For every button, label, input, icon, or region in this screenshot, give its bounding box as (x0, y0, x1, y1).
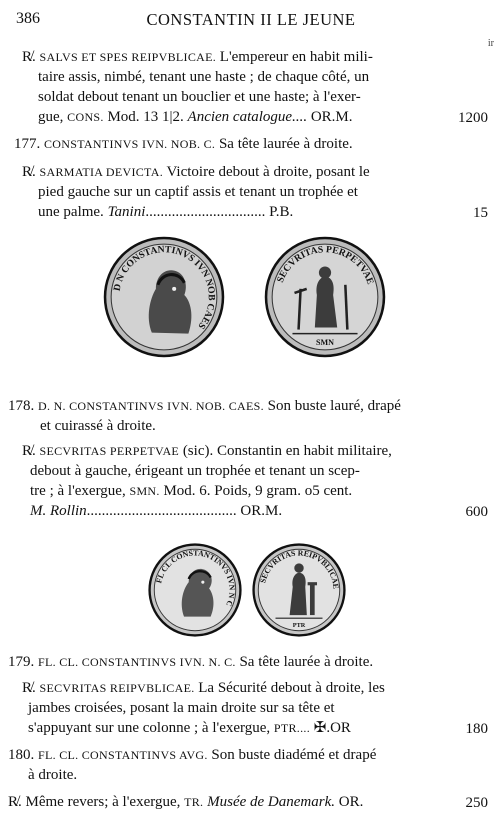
description-text: Sa tête laurée à droite. (215, 136, 353, 152)
page-number: 386 (16, 10, 40, 27)
coin-reverse-securitas-image (252, 543, 346, 637)
entry-line (28, 719, 351, 737)
entry-line (38, 183, 358, 201)
reverse-mark: R̸. (22, 49, 36, 65)
legend-text: SECVRITAS REIPVBLICAE. (39, 681, 195, 695)
description-text: Son buste diadémé et drapé (207, 747, 377, 763)
reverse-mark: R̸. (8, 794, 22, 810)
entry-line (8, 746, 376, 764)
price: 15 (473, 205, 488, 221)
legend-text: CONSTANTINVS IVN. NOB. C. (44, 137, 216, 151)
description-text: gue, (38, 109, 68, 125)
reverse-mark: R̸. (22, 164, 36, 180)
entry-line (38, 203, 293, 221)
exergue-mark: SMN. (129, 484, 160, 498)
entry-line (22, 442, 392, 460)
price: 600 (465, 504, 488, 520)
coin-reverse-emperor-image (264, 236, 386, 358)
coin-legend-text: SECVRITAS REIPVBLICAE (258, 548, 341, 590)
price: 1200 (458, 110, 488, 126)
description-text: Mod. 6. Poids, 9 gram. o5 cent. (159, 483, 353, 499)
entry-line (30, 502, 282, 520)
entry-number: 178. (8, 398, 35, 414)
exergue-mark: TR. (184, 795, 204, 809)
description-text: debout à gauche, érigeant un trophée et tenant un scep- (30, 463, 360, 479)
coin-obverse-bust-image (103, 236, 225, 358)
legend-text: SECVRITAS PERPETVAE (39, 444, 180, 458)
coin-exergue-text: SMN (315, 337, 335, 347)
description-text: pied gauche sur un captif assis et tenant un trophée et (38, 184, 358, 200)
description-text: (sic). Constantin en habit militaire, (179, 443, 392, 459)
entry-line (30, 462, 360, 480)
coin-legend-text: FL CL CONSTANTINVS IVN N C (154, 548, 237, 608)
description-text: La Sécurité debout à droite, les (194, 680, 385, 696)
reverse-mark: R̸. (22, 443, 36, 459)
price: 250 (465, 795, 488, 811)
running-title: CONSTANTIN II LE JEUNE (146, 10, 356, 29)
description-text: jambes croisées, posant la main droite sur sa tête et (28, 700, 335, 716)
entry-line (22, 48, 373, 66)
description-text: Son buste lauré, drapé (263, 398, 401, 414)
entry-line (8, 793, 363, 811)
entry-number: 177. (14, 136, 41, 152)
entry-line (22, 679, 385, 697)
description-text: s'appuyant sur une colonne ; à l'exergue, (28, 720, 274, 736)
source-reference: Musée de Danemark. (203, 794, 335, 810)
edge-mark: ir (487, 38, 494, 49)
exergue-mark: CONS. (67, 110, 104, 124)
description-text: à droite. (28, 767, 78, 783)
entry-number: 179. (8, 654, 35, 670)
entry-line (38, 108, 353, 126)
entry-line (8, 397, 401, 415)
metal-grade: ✠.OR (310, 720, 351, 736)
description-text: Sa tête laurée à droite. (235, 654, 374, 670)
description-text: tre ; à l'exergue, (30, 483, 130, 499)
legend-text: FL. CL. CONSTANTINVS IVN. N. C. (38, 655, 236, 669)
entry-line (30, 482, 352, 500)
page-header (16, 10, 486, 32)
legend-text: D. N. CONSTANTINVS IVN. NOB. CAES. (38, 399, 264, 413)
description-text: soldat debout tenant un bouclier et une haste; à l'exer- (38, 89, 361, 105)
entry-line (22, 163, 370, 181)
legend-text: SARMATIA DEVICTA. (39, 165, 163, 179)
coin-legend-text: SECVRITAS PERPETVAE (274, 244, 376, 287)
description-text: taire assis, nimbé, tenant une haste ; de chaque côté, un (38, 69, 370, 85)
description-text: Victoire debout à droite, posant le (163, 164, 370, 180)
metal-grade: OR. (334, 794, 364, 810)
entry-number: 180. (8, 747, 35, 763)
entry-line (28, 699, 335, 717)
source-reference: Tanini (107, 204, 146, 220)
legend-text: FL. CL. CONSTANTINVS AVG. (38, 748, 208, 762)
coin-exergue-text: PTR (292, 621, 306, 629)
price: 180 (465, 721, 488, 737)
description-text: une palme. (38, 204, 108, 220)
description-text: Mod. 13 1|2. (103, 109, 188, 125)
entry-line (38, 68, 369, 86)
exergue-mark: PTR.... (273, 721, 310, 735)
entry-line (14, 135, 353, 153)
entry-line (40, 417, 156, 435)
metal-grade: ........................................ OR.M. (86, 503, 283, 519)
description-text: L'empereur en habit mili- (216, 49, 373, 65)
entry-line (38, 88, 361, 106)
metal-grade: OR.M. (307, 109, 353, 125)
coin-obverse-head-image (148, 543, 242, 637)
description-text: Même revers; à l'exergue, (21, 794, 185, 810)
metal-grade: ................................ P.B. (145, 204, 294, 220)
reverse-mark: R̸. (22, 680, 36, 696)
source-reference: M. Rollin (30, 503, 87, 519)
legend-text: SALVS ET SPES REIPVBLICAE. (39, 50, 217, 64)
entry-line (28, 766, 77, 784)
coin-legend-text: D N CONSTANTINVS IVN NOB CAES (111, 244, 217, 332)
entry-line (8, 653, 373, 671)
source-reference: Ancien catalogue.... (187, 109, 308, 125)
description-text: et cuirassé à droite. (40, 418, 156, 434)
